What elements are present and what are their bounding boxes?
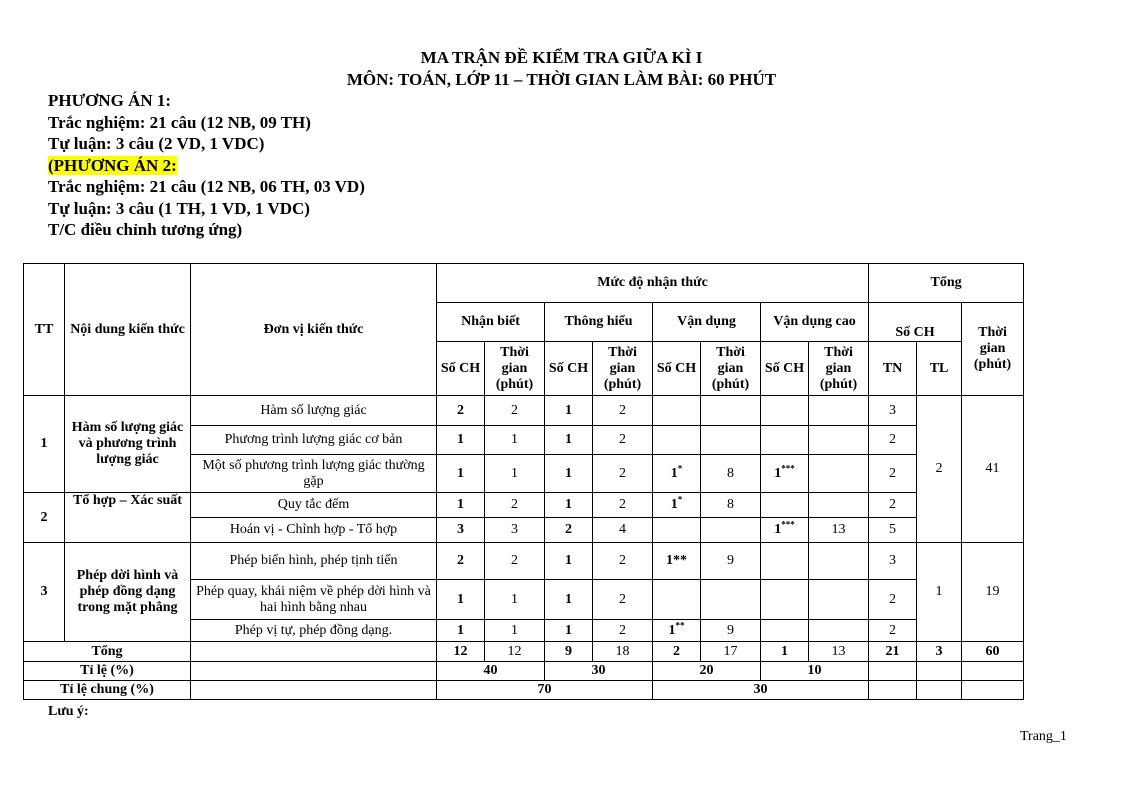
nb-time: 2 [485,396,545,426]
header-vd: Vận dụng [653,303,761,342]
ratio-time-empty [962,662,1024,681]
th-ch: 1 [545,620,593,642]
unit-name: Phép vị tự, phép đồng dạng. [191,620,437,642]
note-label: Lưu ý: [48,704,89,719]
th-ch: 1 [545,493,593,518]
nb-ch: 1 [437,580,485,620]
table-row [24,543,1024,580]
header-nb: Nhận biết [437,303,545,342]
header-vdc-time: Thời gian (phút) [809,342,869,396]
total-vdc-time: 13 [809,642,869,662]
nb-ch: 3 [437,518,485,543]
ratio-common-row [24,681,1024,700]
ratio-vd: 20 [653,662,761,681]
topic-name: Phép dời hình và phép đồng dạng trong mặt phẳng [65,543,191,642]
header-level: Mức độ nhận thức [437,264,869,303]
th-time: 2 [593,396,653,426]
total-th-time: 18 [593,642,653,662]
ratio-common-unit-empty [191,681,437,700]
vdc-time [809,396,869,426]
header-th-time: Thời gian (phút) [593,342,653,396]
table-row [24,396,1024,426]
exam-matrix-table [23,263,1024,700]
vd-time: 8 [701,493,761,518]
header-nb-time: Thời gian (phút) [485,342,545,396]
header-vd-time: Thời gian (phút) [701,342,761,396]
ratio-row [24,662,1024,681]
th-time: 2 [593,580,653,620]
ratio-th: 30 [545,662,653,681]
table-row [24,493,1024,518]
vd-time [701,426,761,455]
page-subtitle: MÔN: TOÁN, LỚP 11 – THỜI GIAN LÀM BÀI: 60 PHÚT [346,70,777,89]
tl-count: 1 [917,543,962,642]
unit-name: Hoán vị - Chỉnh hợp - Tổ hợp [191,518,437,543]
unit-name: Phương trình lượng giác cơ bản [191,426,437,455]
total-vd-time: 17 [701,642,761,662]
vd-ch: 1** [653,543,701,580]
tn-count: 2 [869,455,917,493]
th-time: 2 [593,493,653,518]
vdc-ch: 1*** [761,455,809,493]
vdc-time [809,620,869,642]
plan1-essay: Tự luận: 3 câu (2 VD, 1 VDC) [48,134,265,153]
header-content: Nội dung kiến thức [65,264,191,396]
vd-ch [653,580,701,620]
topic-name: Tổ hợp – Xác suất [65,493,191,543]
total-nb-ch: 12 [437,642,485,662]
nb-time: 1 [485,580,545,620]
vd-time [701,518,761,543]
vdc-time [809,426,869,455]
vd-ch [653,518,701,543]
th-time: 2 [593,426,653,455]
vd-ch [653,396,701,426]
ratio-tl-empty [917,662,962,681]
vdc-ch [761,493,809,518]
tn-count: 3 [869,543,917,580]
header-total: Tổng [869,264,1024,303]
vdc-ch: 1*** [761,518,809,543]
unit-name: Phép biến hình, phép tịnh tiến [191,543,437,580]
tn-count: 2 [869,493,917,518]
plan2-mc: Trắc nghiệm: 21 câu (12 NB, 06 TH, 03 VD) [48,177,365,196]
nb-time: 1 [485,620,545,642]
header-tn: TN [869,342,917,396]
ratio-common-tn-empty [869,681,917,700]
nb-ch: 2 [437,396,485,426]
ratio-common-a: 70 [437,681,653,700]
nb-ch: 1 [437,493,485,518]
topic-time-total: 41 [962,396,1024,543]
topic-name: Hàm số lượng giác và phương trình lượng giác [65,396,191,493]
vdc-ch [761,580,809,620]
vdc-ch [761,543,809,580]
unit-name: Một số phương trình lượng giác thường gặp [191,455,437,493]
vdc-ch [761,426,809,455]
header-th-ch: Số CH [545,342,593,396]
vdc-ch [761,620,809,642]
exam-plans [48,90,365,241]
total-vdc-ch: 1 [761,642,809,662]
nb-time: 1 [485,455,545,493]
header-tl: TL [917,342,962,396]
nb-ch: 1 [437,426,485,455]
unit-name: Hàm số lượng giác [191,396,437,426]
header-tt: TT [24,264,65,396]
tn-count: 2 [869,426,917,455]
unit-name: Quy tắc đếm [191,493,437,518]
tn-count: 2 [869,580,917,620]
ratio-common-time-empty [962,681,1024,700]
totals-unit-empty [191,642,437,662]
vd-time: 9 [701,620,761,642]
th-ch: 1 [545,396,593,426]
header-nb-ch: Số CH [437,342,485,396]
vd-ch: 1** [653,620,701,642]
th-ch: 1 [545,426,593,455]
nb-time: 1 [485,426,545,455]
total-time: 60 [962,642,1024,662]
header-time-total: Thời gian (phút) [962,303,1024,396]
vdc-time [809,455,869,493]
nb-ch: 1 [437,620,485,642]
ratio-common-tl-empty [917,681,962,700]
tn-count: 2 [869,620,917,642]
th-ch: 1 [545,543,593,580]
tn-count: 3 [869,396,917,426]
th-ch: 1 [545,455,593,493]
total-tl: 3 [917,642,962,662]
header-vdc: Vận dụng cao [761,303,869,342]
vd-time [701,580,761,620]
nb-time: 2 [485,543,545,580]
th-time: 2 [593,620,653,642]
totals-label: Tổng [24,642,191,662]
topic-number: 2 [24,493,65,543]
ratio-label: Tỉ lệ (%) [24,662,191,681]
nb-time: 3 [485,518,545,543]
vd-ch: 1* [653,493,701,518]
tl-count: 2 [917,396,962,543]
header-unit: Đơn vị kiến thức [191,264,437,396]
topic-number: 3 [24,543,65,642]
th-ch: 1 [545,580,593,620]
total-th-ch: 9 [545,642,593,662]
plan1-heading: PHƯƠNG ÁN 1: [48,91,172,110]
th-time: 2 [593,455,653,493]
ratio-common-label: Tỉ lệ chung (%) [24,681,191,700]
topic-number: 1 [24,396,65,493]
vd-ch: 1* [653,455,701,493]
page-title: MA TRẬN ĐỀ KIỂM TRA GIỮA KÌ I [420,48,703,67]
total-tn: 21 [869,642,917,662]
th-time: 2 [593,543,653,580]
vd-time: 8 [701,455,761,493]
vd-ch [653,426,701,455]
plan-adjust-note: T/C điều chỉnh tương ứng) [48,220,243,239]
ratio-nb: 40 [437,662,545,681]
topic-time-total: 19 [962,543,1024,642]
vdc-ch [761,396,809,426]
header-vd-ch: Số CH [653,342,701,396]
th-ch: 2 [545,518,593,543]
vd-time: 9 [701,543,761,580]
vdc-time: 13 [809,518,869,543]
total-nb-time: 12 [485,642,545,662]
ratio-vdc: 10 [761,662,869,681]
header-th: Thông hiểu [545,303,653,342]
vdc-time [809,580,869,620]
plan1-mc: Trắc nghiệm: 21 câu (12 NB, 09 TH) [48,112,311,132]
totals-row [24,642,1024,662]
plan2-heading: (PHƯƠNG ÁN 2: [48,155,177,175]
total-vd-ch: 2 [653,642,701,662]
plan2-essay: Tự luận: 3 câu (1 TH, 1 VD, 1 VDC) [48,198,310,218]
ratio-unit-empty [191,662,437,681]
tn-count: 5 [869,518,917,543]
header-so-ch-group: Số CH [869,303,962,342]
nb-ch: 2 [437,543,485,580]
ratio-common-b: 30 [653,681,869,700]
page-number: Trang_1 [1020,729,1067,744]
vd-time [701,396,761,426]
nb-ch: 1 [437,455,485,493]
th-time: 4 [593,518,653,543]
vdc-time [809,493,869,518]
header-vdc-ch: Số CH [761,342,809,396]
nb-time: 2 [485,493,545,518]
vdc-time [809,543,869,580]
unit-name: Phép quay, khái niệm về phép dời hình và hai hình bằng nhau [191,580,437,620]
ratio-tn-empty [869,662,917,681]
